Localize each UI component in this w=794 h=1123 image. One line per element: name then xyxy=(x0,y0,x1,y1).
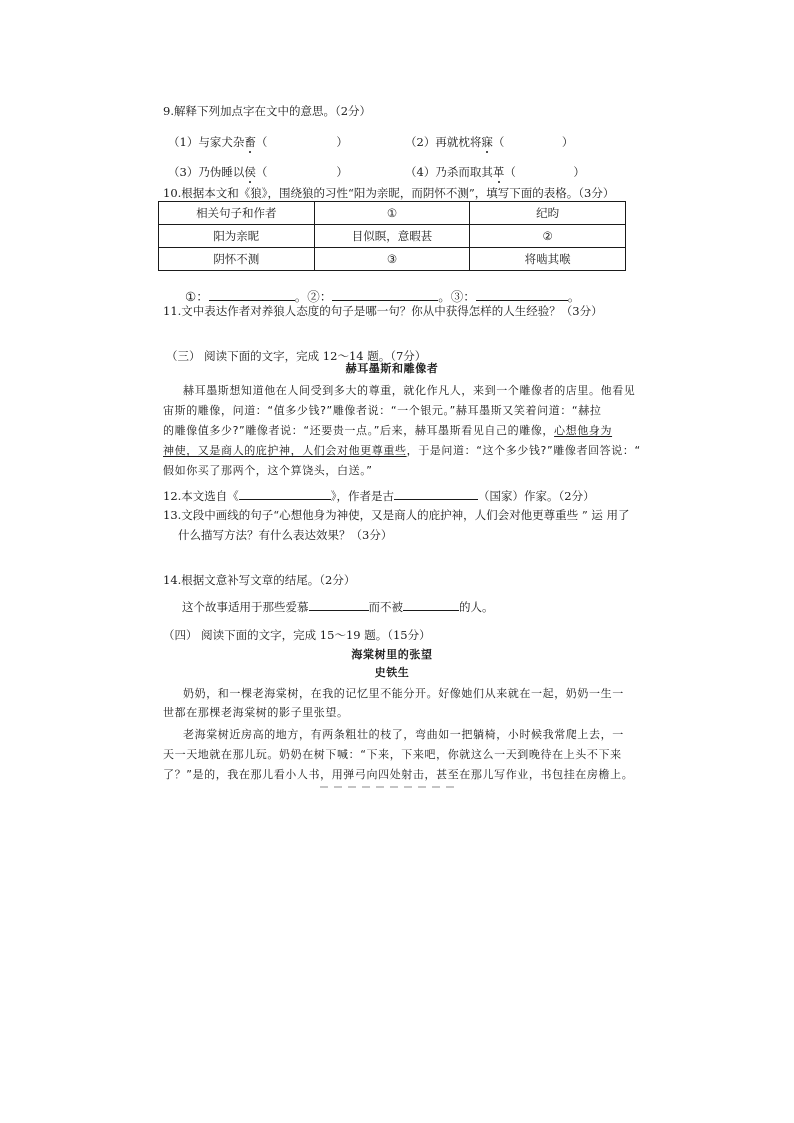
table-cell: 阳为亲昵 xyxy=(159,225,315,248)
section3-line-2: 宙斯的雕像，问道：“值多少钱?”雕像者说：“一个银元。”赫耳墨斯又笑着问道：“赫拉 xyxy=(163,404,602,417)
section3-line-4 xyxy=(163,444,641,458)
q9-phrase: （1）与家犬杂 xyxy=(168,135,245,149)
underlined-sentence-a: 心想他身为 xyxy=(554,424,613,437)
q13-line-2: 什么描写方法？有什么表达效果？（3分） xyxy=(178,528,393,542)
line-3-text: 的雕像值多少?”雕像者说：“还要贵一点。”后来，赫耳墨斯看见自己的雕像， xyxy=(163,424,555,437)
q9-dotted-char: 革 xyxy=(492,165,505,179)
section3-header: （三） 阅读下面的文字，完成 12～14 题。（7分） xyxy=(166,349,427,363)
q9-item-1 xyxy=(168,135,348,149)
table-row xyxy=(159,248,626,271)
table-cell: ① xyxy=(314,202,470,225)
answer-label-2: 。②： xyxy=(294,289,333,304)
table-row xyxy=(159,202,626,225)
q13-line-1: 13.文段中画线的句子“心想他身为神使，又是商人的庇护神，人们会对他更尊重些 ” 运 用了 xyxy=(163,508,630,522)
section4-line-2: 世都在那棵老海棠树的影子里张望。 xyxy=(163,706,349,719)
q11-text: 11.文中表达作者对养狼人态度的句子是哪一句？你从中获得怎样的人生经验？（3分） xyxy=(163,304,603,318)
q14-pre: 这个故事适用于那些爱慕 xyxy=(182,600,309,614)
section3-line-1: 赫耳墨斯想知道他在人间受到多大的尊重，就化作凡人，来到一个雕像者的店里。他看见 xyxy=(183,384,636,397)
q12-post: （国家）作家。（2分） xyxy=(478,489,595,503)
q10-title: 10.根据本文和《狼》，围绕狼的习性“阳为亲昵，而阴怀不测”，填写下面的表格。（3分） xyxy=(163,186,615,200)
table-cell: ② xyxy=(470,225,626,248)
q12-line xyxy=(163,488,595,503)
table-cell: 阴怀不测 xyxy=(159,248,315,271)
q14-blank-2[interactable] xyxy=(403,599,459,611)
line-4-text: ，于是问道：“这个多少钱?”雕像者回答说：“ xyxy=(406,444,641,457)
answer-label-3: 。③： xyxy=(438,289,476,304)
q9-answer-paren[interactable]: （ ） xyxy=(255,165,348,179)
q9-phrase: （2）再就枕将 xyxy=(405,135,482,149)
underlined-sentence-b: 神使，又是商人的庇护神，人们会对他更尊重些 xyxy=(163,444,407,457)
section4-line-3: 老海棠树近房高的地方，有两条粗壮的枝了，弯曲如一把躺椅，小时候我常爬上去，一 xyxy=(183,728,624,741)
q12-mid: ，作者是古 xyxy=(336,489,395,503)
section4-author: 史铁生 xyxy=(374,666,410,679)
q10-answer-line xyxy=(185,289,580,304)
q14-fill-line xyxy=(182,599,494,614)
table-cell: 将啮其喉 xyxy=(470,248,626,271)
q10-table xyxy=(158,201,626,271)
section4-line-1: 奶奶，和一棵老海棠树，在我的记忆里不能分开。好像她们从来就在一起，奶奶一生一 xyxy=(183,687,624,700)
section3-line-5: 假如你买了那两个，这个算饶头，白送。” xyxy=(163,464,373,477)
q12-book-left: 《 xyxy=(227,489,239,503)
answer-blank-1[interactable] xyxy=(209,289,295,301)
section4-line-4: 天一天地就在那儿玩。奶奶在树下喊：“下来，下来吧，你就这么一天到晚待在上头不下来 xyxy=(163,748,622,761)
q9-item-2 xyxy=(405,135,573,149)
table-cell: 相关句子和作者 xyxy=(159,202,315,225)
table-cell: 纪昀 xyxy=(470,202,626,225)
table-cell: 目似瞑，意暇甚 xyxy=(314,225,470,248)
section4-line-5: 了？”是的，我在那儿看小人书，用弹弓向四处射击，甚至在那儿写作业，书包挂在房檐上。 xyxy=(163,768,634,781)
q9-dotted-char: 寐 xyxy=(481,135,493,149)
q9-item-3 xyxy=(168,165,348,179)
q14-mid: 而不被 xyxy=(368,600,403,614)
q12-pre: 12.本文选自 xyxy=(163,489,228,503)
q14-title: 14.根据文意补写文章的结尾。（2分） xyxy=(163,573,356,587)
section3-line-3 xyxy=(163,424,612,438)
answer-blank-2[interactable] xyxy=(332,289,438,301)
q9-phrase: （3）乃伪睡以 xyxy=(168,165,245,179)
q9-answer-paren[interactable]: （ ） xyxy=(255,135,348,149)
answer-label-1: ①： xyxy=(185,289,209,304)
q9-answer-paren[interactable]: （ ） xyxy=(504,165,585,179)
q9-title: 9.解释下列加点字在文中的意思。（2分） xyxy=(163,104,372,118)
answer-blank-3[interactable] xyxy=(476,289,568,301)
section3-title: 赫耳墨斯和雕像者 xyxy=(345,362,439,375)
answer-end: 。 xyxy=(567,289,581,304)
section4-title: 海棠树里的张望 xyxy=(351,648,433,661)
q12-book-right: 》 xyxy=(330,489,337,503)
table-cell: ③ xyxy=(314,248,470,271)
scan-artifact xyxy=(320,786,460,788)
q9-dotted-char: 畜 xyxy=(244,135,256,149)
q9-dotted-char: 侯 xyxy=(244,165,256,179)
q14-blank-1[interactable] xyxy=(309,599,369,611)
section4-header: （四） 阅读下面的文字，完成 15～19 题。（15分） xyxy=(163,628,431,642)
q9-phrase: （4）乃杀而取其 xyxy=(405,165,493,179)
table-row xyxy=(159,225,626,248)
q14-post: 的人。 xyxy=(459,600,494,614)
q9-answer-paren[interactable]: （ ） xyxy=(492,135,574,149)
q12-country-blank[interactable] xyxy=(394,488,478,500)
q12-book-blank[interactable] xyxy=(239,488,331,500)
q9-item-4 xyxy=(405,165,585,179)
